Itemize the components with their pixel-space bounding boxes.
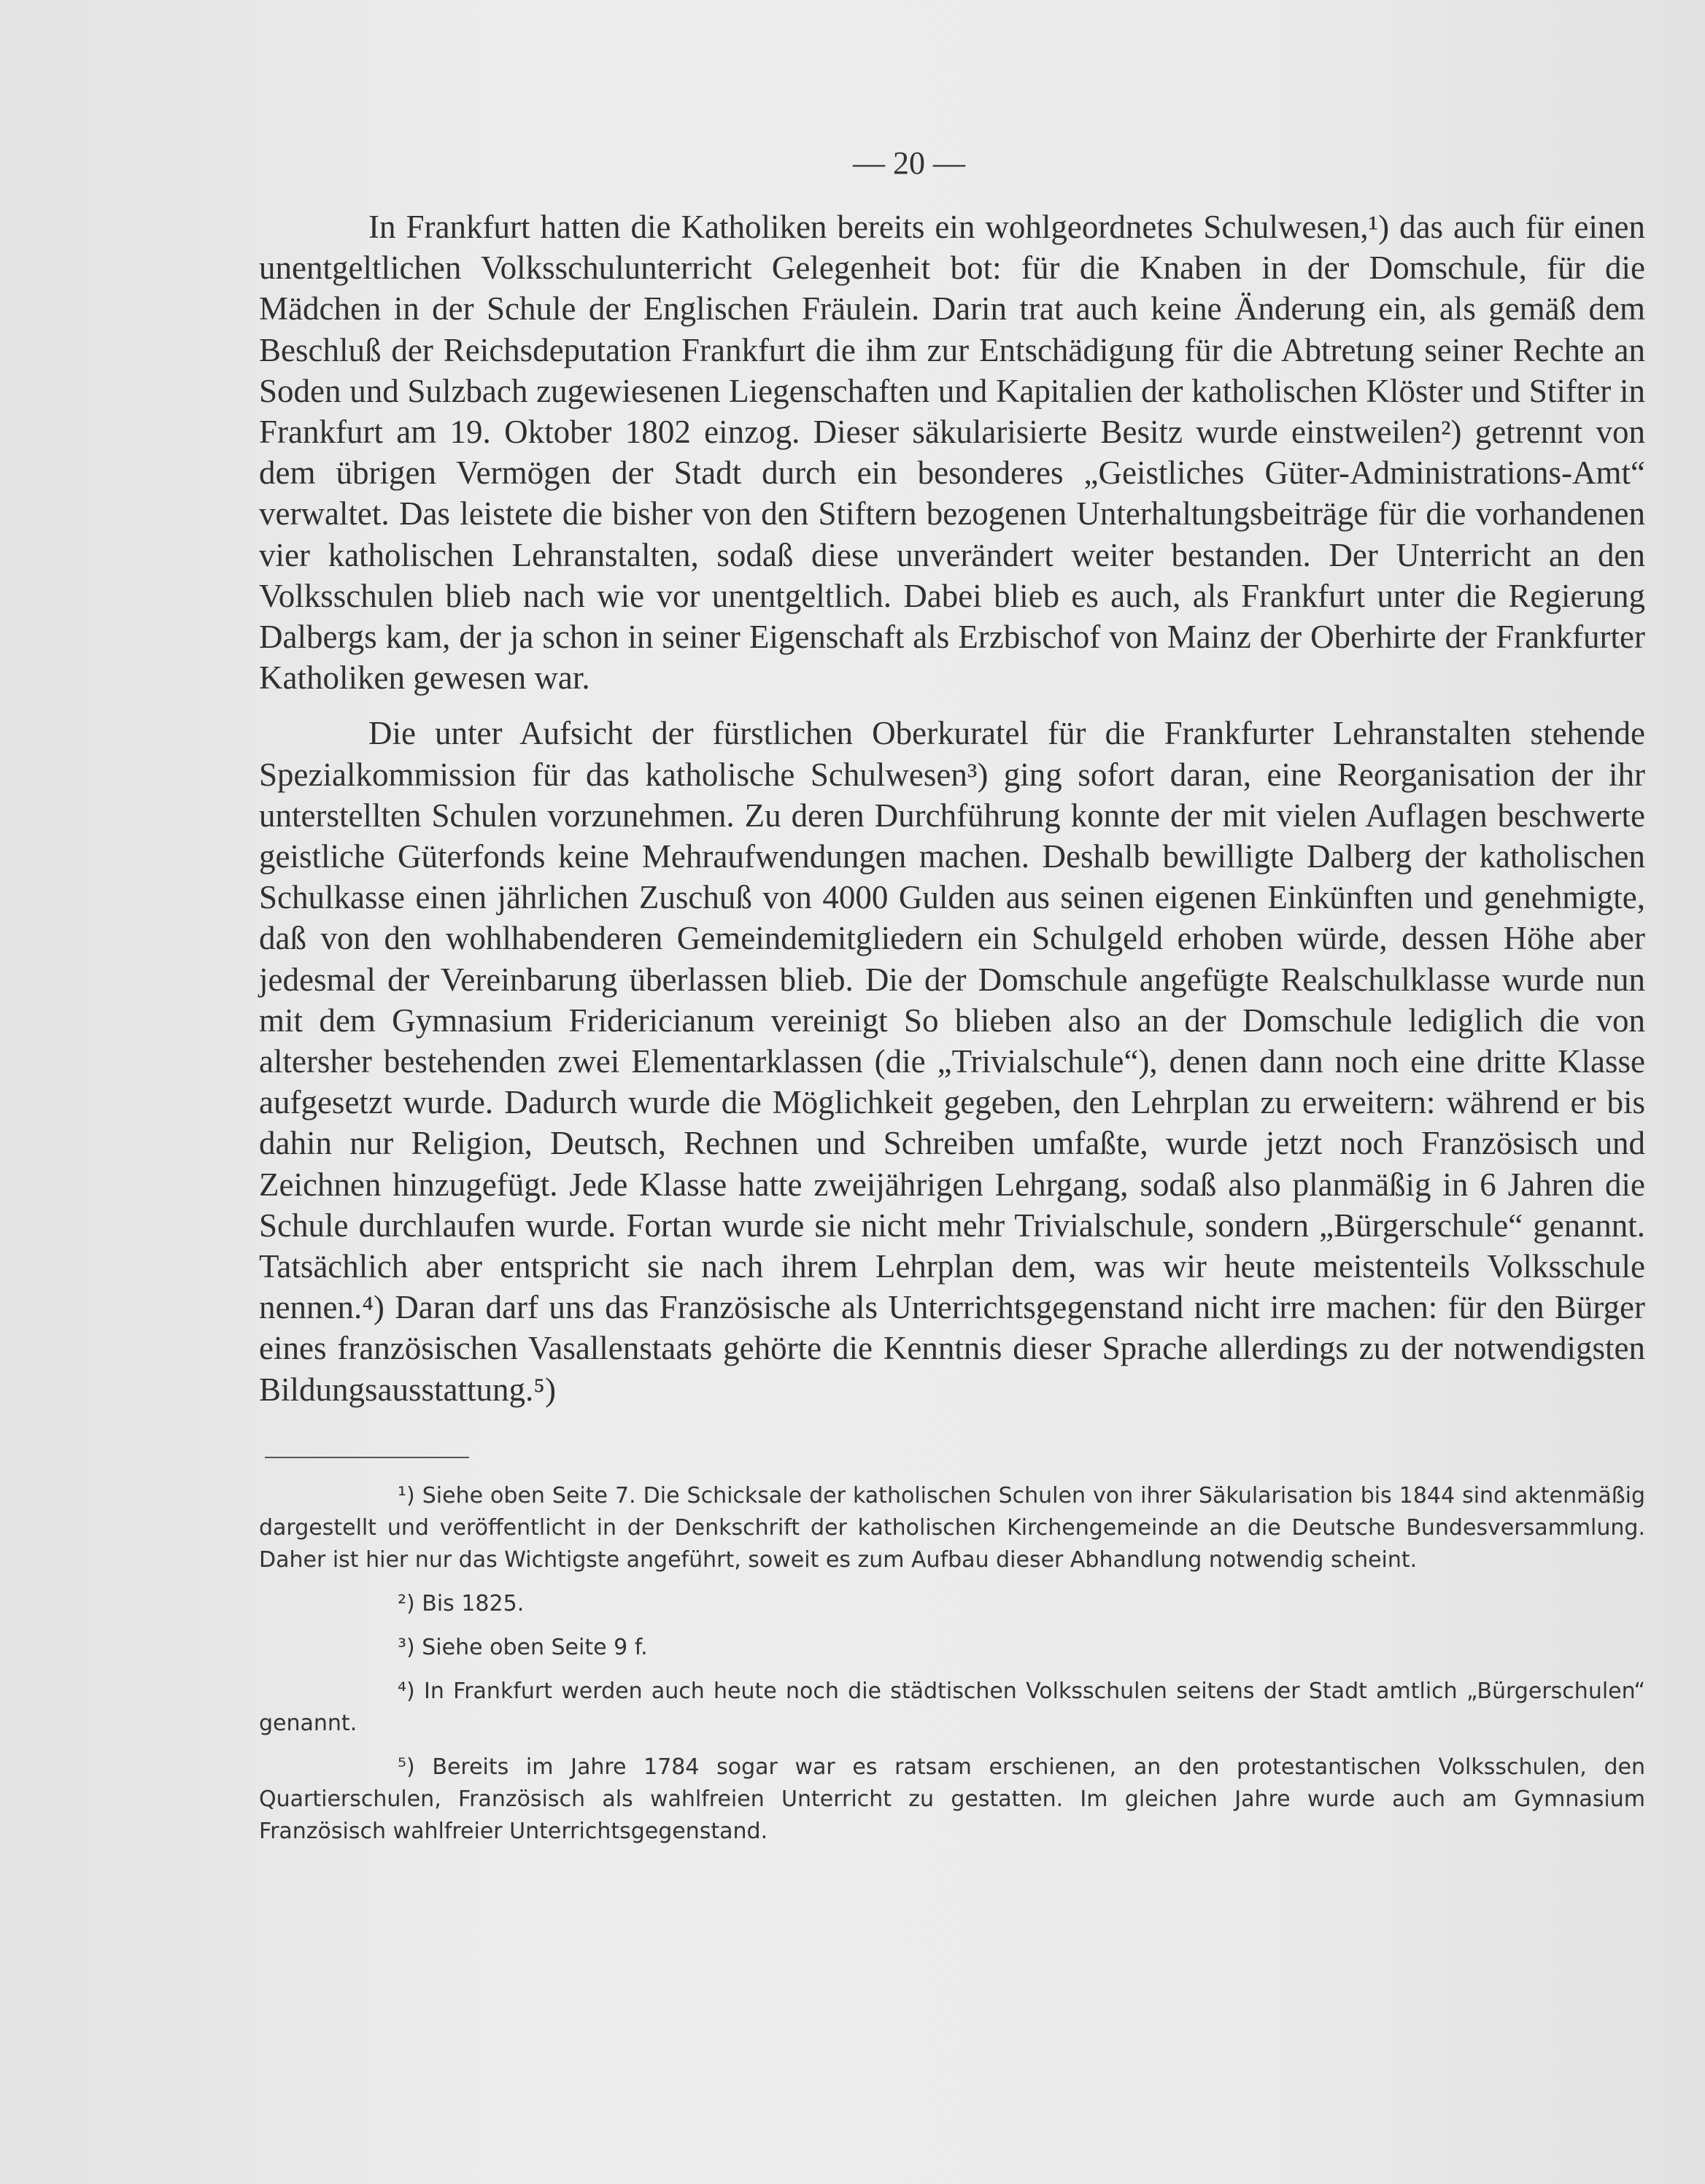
main-text xyxy=(259,206,1645,1410)
footnote-4: ⁴) In Frankfurt werden auch heute noch die städtischen Volksschulen seitens der Stadt amtlich „Bürgerschulen“ genannt. xyxy=(259,1678,1645,1736)
paragraph-2: Die unter Aufsicht der fürstlichen Oberkuratel für die Frankfurter Lehranstalten stehende Spezialkommission für das katholische Schulwesen³) ging sofort daran, eine Reorganisation der ihr unterstellten Schulen vorzunehmen. Zu deren Durchführung konnte der mit vielen Auflagen beschwerte geistliche Güterfonds keine Mehraufwendungen machen. Deshalb bewilligte Dalberg der katholischen Schulkasse einen jährlichen Zuschuß von 4000 Gulden aus seinen eigenen Einkünften und genehmigte, daß von den wohlhabenderen Gemeindemitgliedern ein Schulgeld erhoben würde, dessen Höhe aber jedesmal der Vereinbarung überlassen blieb. Die der Domschule angefügte Realschulklasse wurde nun mit dem Gymnasium Fridericianum vereinigt So blieben also an der Domschule lediglich die von altersher bestehenden zwei Elementarklassen (die „Trivialschule“), denen dann noch eine dritte Klasse aufgesetzt wurde. Dadurch wurde die Möglichkeit gegeben, den Lehrplan zu erweitern: während er bis dahin nur Religion, Deutsch, Rechnen und Schreiben umfaßte, wurde jetzt noch Französisch und Zeichnen hinzugefügt. Jede Klasse hatte zweijährigen Lehrgang, sodaß also planmäßig in 6 Jahren die Schule durchlaufen wurde. Fortan wurde sie nicht mehr Trivialschule, sondern „Bürgerschule“ genannt. Tatsächlich aber entspricht sie nach ihrem Lehrplan dem, was wir heute meistenteils Volksschule nennen.⁴) Daran darf uns das Französische als Unterrichtsgegenstand nicht irre machen: für den Bürger eines französischen Vasallenstaats gehörte die Kenntnis dieser Sprache allerdings zu der notwendigsten Bildungsausstattung.⁵) xyxy=(259,715,1645,1408)
footnote-3: ³) Siehe oben Seite 9 f. xyxy=(398,1634,648,1660)
footnote-separator xyxy=(265,1457,469,1458)
page-number: — 20 — xyxy=(853,145,965,181)
paragraph-1: In Frankfurt hatten die Katholiken bereits ein wohlgeordnetes Schulwesen,¹) das auch für einen unentgeltlichen Volksschulunterricht Gelegenheit bot: für die Knaben in der Domschule, für die Mädchen in der Schule der Englischen Fräulein. Darin trat auch keine Änderung ein, als gemäß dem Beschluß der Reichsdeputation Frankfurt die ihm zur Entschädigung für die Abtretung seiner Rechte an Soden und Sulzbach zugewiesenen Liegenschaften und Kapitalien der katholischen Klöster und Stifter in Frankfurt am 19. Oktober 1802 einzog. Dieser säkularisierte Besitz wurde einstweilen²) getrennt von dem übrigen Vermögen der Stadt durch ein besonderes „Geistliches Güter-Administrations-Amt“ verwaltet. Das leistete die bisher von den Stiftern bezogenen Unterhaltungsbeiträge für die vorhandenen vier katholischen Lehranstalten, sodaß diese unverändert weiter bestanden. Der Unterricht an den Volksschulen blieb nach wie vor unentgeltlich. Dabei blieb es auch, als Frankfurt unter die Regierung Dalbergs kam, der ja schon in seiner Eigenschaft als Erzbischof von Mainz der Oberhirte der Frankfurter Katholiken gewesen war. xyxy=(259,209,1645,697)
footnotes xyxy=(259,1480,1645,1848)
footnote-2: ²) Bis 1825. xyxy=(398,1590,525,1616)
footnote-5: ⁵) Bereits im Jahre 1784 sogar war es ratsam erschienen, an den protestantischen Volksschulen, den Quartierschulen, Französisch als wahlfreien Unterricht zu gestatten. Im gleichen Jahre wurde auch am Gymnasium Französisch wahlfreier Unterrichtsgegenstand. xyxy=(259,1754,1645,1844)
footnote-1: ¹) Siehe oben Seite 7. Die Schicksale der katholischen Schulen von ihrer Säkularisation bis 1844 sind aktenmäßig dargestellt und veröffentlicht in der Denkschrift der katholischen Kirchengemeinde an die Deutsche Bundesversammlung. Daher ist hier nur das Wichtigste angeführt, soweit es zum Aufbau dieser Abhandlung notwendig scheint. xyxy=(259,1482,1645,1573)
